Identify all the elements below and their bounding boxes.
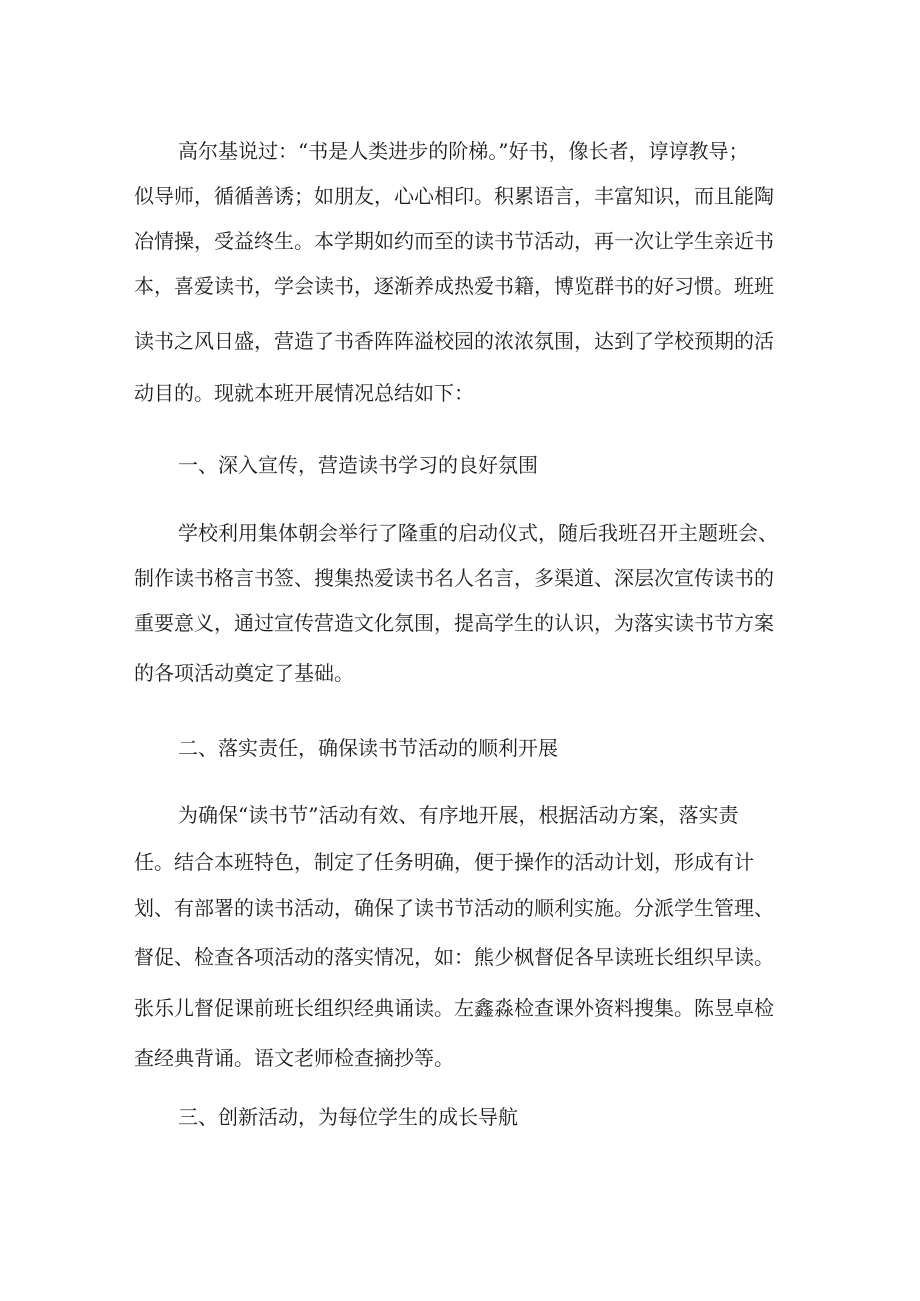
- paragraph-3-line-5: 张乐儿督促课前班长组织经典诵读。左鑫淼检查课外资料搜集。陈昱卓检: [134, 996, 774, 1020]
- paragraph-3-line-2: 任。结合本班特色，制定了任务明确，便于操作的活动计划，形成有计: [134, 850, 754, 874]
- paragraph-2-line-2: 制作读书格言书签、搜集热爱读书名人名言，多渠道、深层次宣传读书的: [134, 566, 774, 590]
- paragraph-2-line-3: 重要意义，通过宣传营造文化氛围，提高学生的认识，为落实读书节方案: [134, 611, 774, 635]
- paragraph-2-line-4: 的各项活动奠定了基础。: [134, 661, 354, 685]
- paragraph-1-line-4: 本，喜爱读书，学会读书，逐渐养成热爱书籍，博览群书的好习惯。班班: [134, 274, 774, 298]
- paragraph-3-line-4: 督促、检查各项活动的落实情况，如：熊少枫督促各早读班长组织早读。: [134, 945, 774, 969]
- paragraph-1-line-1: 高尔基说过：“书是人类进步的阶梯。”好书，像长者，谆谆教导；: [178, 139, 749, 163]
- paragraph-1-line-6: 动目的。现就本班开展情况总结如下：: [134, 381, 474, 405]
- paragraph-1-line-2: 似导师，循循善诱；如朋友，心心相印。积累语言，丰富知识，而且能陶: [134, 184, 774, 208]
- paragraph-2-line-1: 学校利用集体朝会举行了隆重的启动仪式，随后我班召开主题班会、: [178, 521, 778, 545]
- paragraph-1-line-5: 读书之风日盛，营造了书香阵阵溢校园的浓浓氛围，达到了学校预期的活: [134, 329, 774, 353]
- paragraph-3-line-6: 查经典背诵。语文老师检查摘抄等。: [134, 1046, 454, 1070]
- section-heading-1: 一、深入宣传，营造读书学习的良好氛围: [178, 453, 538, 477]
- section-heading-3: 三、创新活动，为每位学生的成长导航: [178, 1105, 518, 1129]
- paragraph-3-line-1: 为确保“读书节”活动有效、有序地开展，根据活动方案，落实责: [178, 803, 739, 827]
- paragraph-1-line-3: 冶情操，受益终生。本学期如约而至的读书节活动，再一次让学生亲近书: [134, 229, 774, 253]
- section-heading-2: 二、落实责任，确保读书节活动的顺利开展: [178, 736, 558, 760]
- paragraph-3-line-3: 划、有部署的读书活动，确保了读书节活动的顺利实施。分派学生管理、: [134, 896, 774, 920]
